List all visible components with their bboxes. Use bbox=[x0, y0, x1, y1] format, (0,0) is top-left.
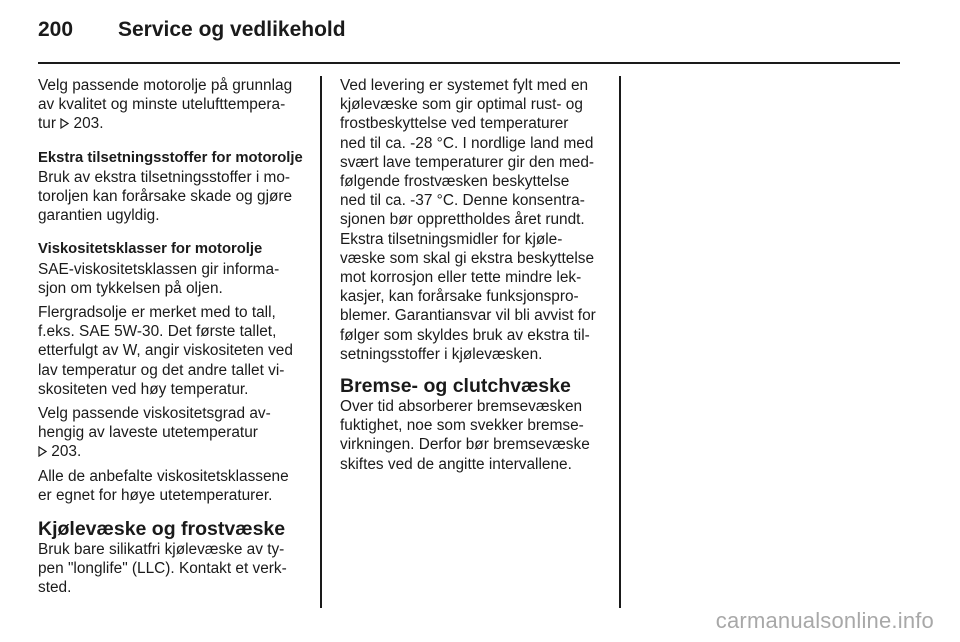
text-line: fuktighet, noe som svekker bremse- bbox=[340, 417, 584, 435]
heading-viscosity-classes: Viskositetsklasser for motorolje bbox=[38, 241, 263, 258]
text-line: kjølevæske som gir optimal rust- og bbox=[340, 96, 583, 114]
text-line: f.eks. SAE 5W-30. Det første tallet, bbox=[38, 323, 277, 341]
reference-arrow-icon bbox=[60, 118, 69, 129]
paragraph-oil-selection bbox=[38, 76, 310, 134]
text-line: av kvalitet og minste utelufttempera- bbox=[38, 96, 286, 114]
text-line: mot korrosjon eller tette mindre lek- bbox=[340, 269, 582, 287]
text-line: SAE-viskositetsklassen gir informa- bbox=[38, 260, 280, 278]
text-line: svært lave temperaturer gir den med- bbox=[340, 153, 595, 171]
page-reference-link[interactable]: 203. bbox=[51, 443, 82, 461]
text-line: setningsstoffer i kjølevæsken. bbox=[340, 345, 543, 363]
paragraph-viscosity-grade bbox=[38, 404, 310, 462]
reference-arrow-icon bbox=[38, 446, 47, 457]
text-line: Ekstra tilsetningsmidler for kjøle- bbox=[340, 230, 563, 248]
column-divider-1 bbox=[320, 76, 322, 608]
page-title: Service og vedlikehold bbox=[118, 18, 346, 41]
paragraph-brake-fluid bbox=[340, 397, 612, 474]
text-line: ned til ca. -28 °C. I nordlige land med bbox=[340, 134, 594, 152]
text-line: lav temperatur og det andre tallet vi- bbox=[38, 361, 285, 379]
text-line: Flergradsolje er merket med to tall, bbox=[38, 304, 276, 322]
watermark: carmanualsonline.info bbox=[715, 608, 934, 633]
text-line: sjonen bør opprettholdes året rundt. bbox=[340, 211, 585, 229]
text-line: Bruk av ekstra tilsetningsstoffer i mo- bbox=[38, 168, 291, 186]
text-line: væske som skal gi ekstra beskyttelse bbox=[340, 249, 595, 267]
text-line: sted. bbox=[38, 579, 72, 597]
page-number: 200 bbox=[38, 18, 74, 41]
text-line: Velg passende viskositetsgrad av- bbox=[38, 405, 271, 423]
text-line: Alle de anbefalte viskositetsklassene bbox=[38, 467, 289, 485]
paragraph-multigrade-oil bbox=[38, 303, 310, 399]
text-line: Bruk bare silikatfri kjølevæske av ty- bbox=[38, 541, 285, 559]
text-line: garantien ugyldig. bbox=[38, 207, 160, 225]
text-line: Velg passende motorolje på grunnlag bbox=[38, 77, 293, 94]
text-line: sjon om tykkelsen på oljen. bbox=[38, 279, 223, 297]
header-rule bbox=[38, 62, 900, 64]
text-fragment: tur bbox=[38, 115, 56, 133]
text-line: blemer. Garantiansvar vil bli avvist for bbox=[340, 307, 596, 325]
text-line: toroljen kan forårsake skade og gjøre bbox=[38, 188, 293, 206]
text-line: Over tid absorberer bremsevæsken bbox=[340, 398, 583, 416]
page-reference-link[interactable]: 203. bbox=[73, 115, 104, 133]
column-2 bbox=[340, 76, 612, 474]
paragraph-coolant bbox=[38, 540, 310, 598]
text-line: Ved levering er systemet fylt med en bbox=[340, 77, 589, 94]
text-line: kasjer, kan forårsake funksjonspro- bbox=[340, 288, 579, 306]
paragraph-additives bbox=[38, 168, 310, 226]
text-line: følger som skyldes bruk av ekstra til- bbox=[340, 326, 590, 344]
text-line: skositeten ved høy temperatur. bbox=[38, 380, 249, 398]
text-line: frostbeskyttelse ved temperaturer bbox=[340, 115, 569, 133]
heading-brake-clutch-fluid: Bremse- og clutchvæske bbox=[340, 375, 571, 398]
text-line: ned til ca. -37 °C. Denne konsentra- bbox=[340, 192, 585, 210]
text-line: skiftes ved de angitte intervallene. bbox=[340, 455, 572, 473]
text-line: virkningen. Derfor bør bremsevæske bbox=[340, 436, 590, 454]
paragraph-sae-viscosity bbox=[38, 260, 310, 298]
text-line: hengig av laveste utetemperatur bbox=[38, 424, 258, 442]
paragraph-recommended-classes bbox=[38, 467, 310, 505]
text-line: pen "longlife" (LLC). Kontakt et verk- bbox=[38, 560, 287, 578]
paragraph-coolant-delivery bbox=[340, 76, 612, 364]
text-line: etterfulgt av W, angir viskositeten ved bbox=[38, 342, 293, 360]
text-line: følgende frostvæsken beskyttelse bbox=[340, 173, 570, 191]
column-1 bbox=[38, 76, 310, 598]
column-divider-2 bbox=[619, 76, 621, 608]
heading-coolant-antifreeze: Kjølevæske og frostvæske bbox=[38, 518, 286, 541]
heading-engine-oil-additives: Ekstra tilsetningsstoffer for motorolje bbox=[38, 149, 303, 166]
text-line: er egnet for høye utetemperaturer. bbox=[38, 486, 273, 504]
